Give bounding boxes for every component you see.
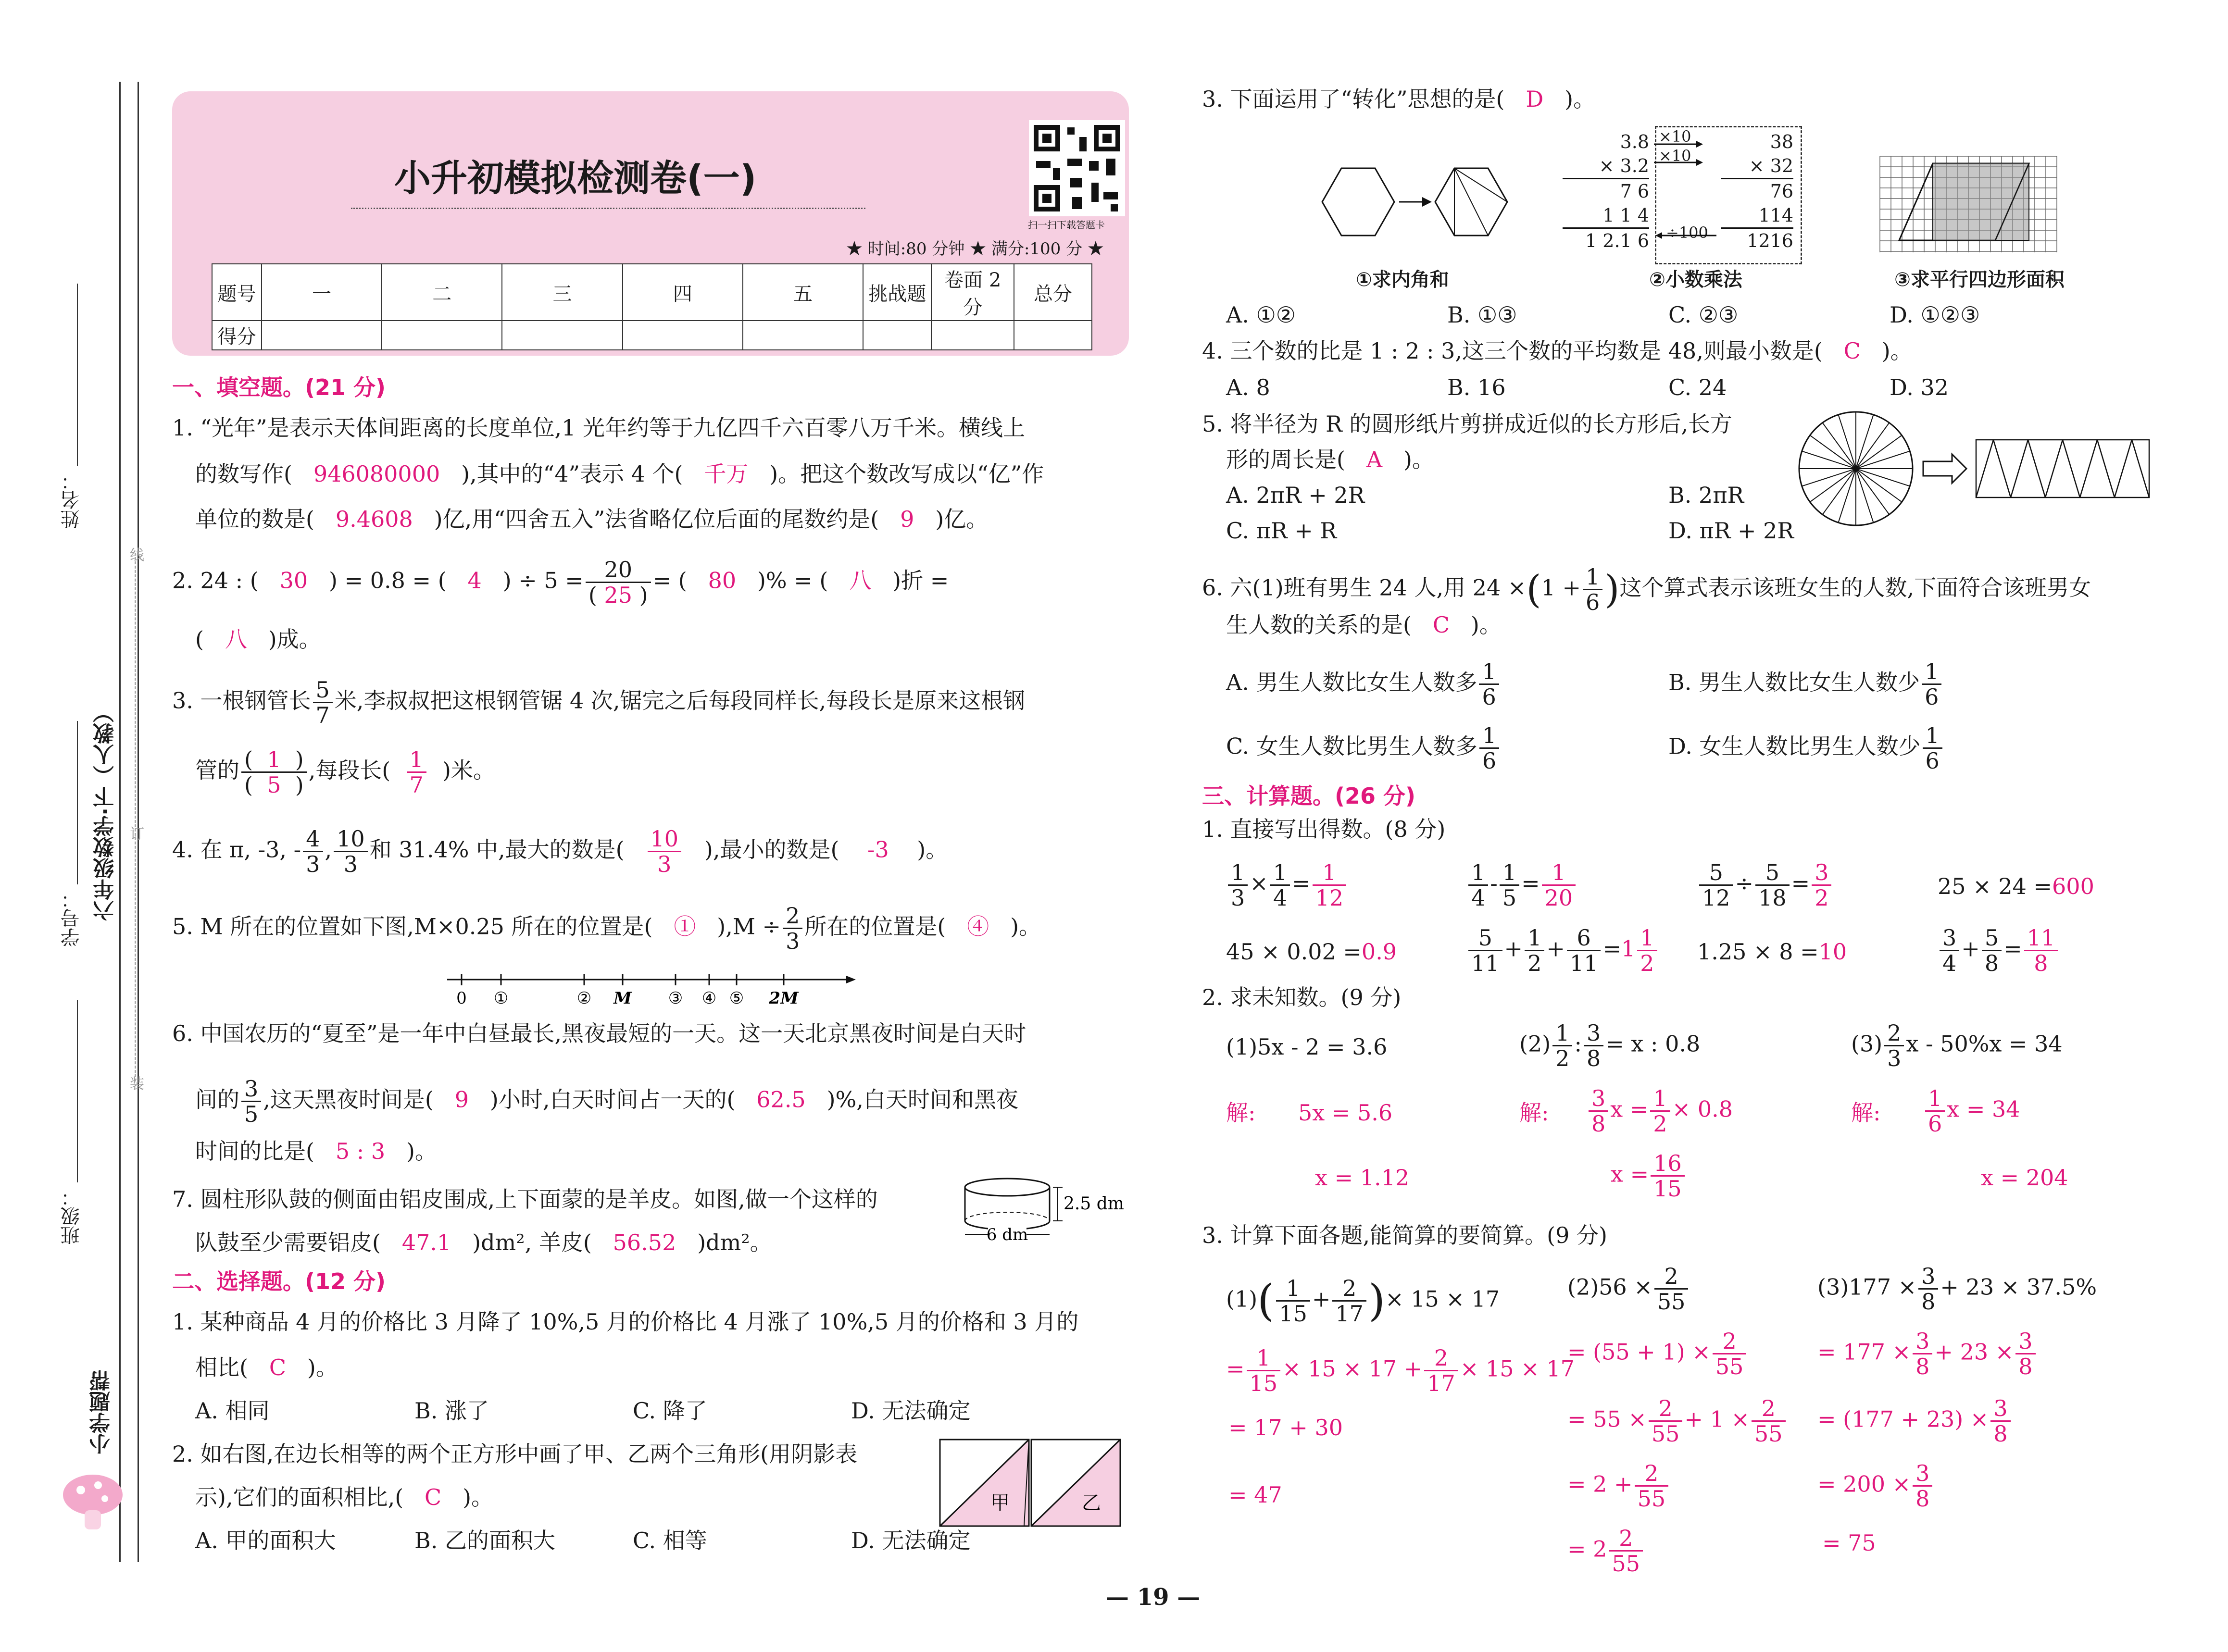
name-underline xyxy=(77,284,78,466)
simp1-step1: = $\frac{1}{15}$ × 15 × 17 + $\frac{2}{17}$ × 15 × 17 xyxy=(1226,1345,1575,1396)
r-q3-line: 3. 下面运用了“转化”思想的是( D )。 xyxy=(1202,86,1596,112)
calc-6: $\frac{5}{11}$ + $\frac{1}{2}$ + $\frac{6}{11}$ =1 $\frac{1}{2}$ xyxy=(1466,926,1659,975)
eq1-jie: 解: xyxy=(1226,1100,1256,1126)
cut-mark-1: 线 xyxy=(130,547,144,564)
calc-4: 25 × 24 =600 xyxy=(1938,873,2094,899)
calc-3: $\frac{5}{12}$ ÷ $\frac{5}{18}$ = $\frac{3}{2}$ xyxy=(1697,860,1833,910)
section2-title: 二、选择题。(12 分) xyxy=(172,1268,386,1294)
r-q3-option-c: C. ②③ xyxy=(1668,302,1739,328)
r-q6-line1: 6. 六(1)班有男生 24 人,用 24 ×(1 + $\frac{1}{6}$ )这个算式表示该班女生的人数,下面符合该班男女 xyxy=(1202,564,2091,615)
drum-height-label: 2.5 dm xyxy=(1064,1194,1124,1214)
q1-answer2: 千万 xyxy=(704,461,749,487)
r-q6-option-d: D. 女生人数比男生人数少 $\frac{1}{6}$ xyxy=(1668,723,1944,773)
s2q1-line2: 相比( C )。 xyxy=(195,1354,338,1380)
simp3-step3: = 200 × $\frac{3}{8}$ xyxy=(1817,1461,1934,1511)
mult-left: 3.8 × 3.2 7 6 1 1 4 1 2.1 6 xyxy=(1563,130,1649,253)
q7-line1: 7. 圆柱形队鼓的侧面由铝皮围成,上下面蒙的是羊皮。如图,做一个这样的 xyxy=(172,1186,878,1212)
nl-label-3: ③ xyxy=(668,989,683,1008)
mult-right: 38 × 32 76 114 1216 xyxy=(1721,130,1793,253)
calc-2: $\frac{1}{4}$ - $\frac{1}{5}$ = $\frac{1}{20}$ xyxy=(1466,860,1577,910)
nl-label-2m: 2M xyxy=(769,989,799,1008)
mult-mid-bottom: ÷100 xyxy=(1666,224,1708,242)
q1-answer1: 946080000 xyxy=(313,461,440,487)
qr-caption: 扫一扫下载答题卡 xyxy=(1028,219,1105,231)
s2q1-option-a: A. 相同 xyxy=(195,1398,270,1424)
r-q4-option-b: B. 16 xyxy=(1447,374,1506,400)
score-input[interactable] xyxy=(1014,321,1092,350)
simp3-step4: = 75 xyxy=(1822,1530,1876,1556)
two-squares-figure xyxy=(938,1437,1125,1528)
q6-line2: 间的 $\frac{3}{5}$ ,这天黑夜时间是( 9 )小时,白天时间占一天的( 62.5 )%,白天时间和黑夜 xyxy=(195,1076,1018,1127)
eq3: (3) $\frac{2}{3}$ x - 50%x = 34 xyxy=(1851,1020,2063,1071)
q6-line3: 时间的比是( 5 : 3 )。 xyxy=(195,1138,437,1164)
s3q2-title: 2. 求未知数。(9 分) xyxy=(1202,984,1402,1010)
section1-title: 一、填空题。(21 分) xyxy=(172,374,386,400)
parallelogram-grid xyxy=(1875,154,2067,260)
score-input[interactable] xyxy=(502,321,622,350)
r-q6-option-b: B. 男生人数比女生人数少 $\frac{1}{6}$ xyxy=(1668,659,1943,709)
mult-arrows xyxy=(1649,139,1721,245)
q4-answer1: $\frac{10}{3}$ xyxy=(648,827,682,876)
s2q2-line1: 2. 如右图,在边长相等的两个正方形中画了甲、乙两个三角形(用阴影表 xyxy=(172,1441,858,1467)
cell-2: 二 xyxy=(382,264,502,321)
simp1: (1)( $\frac{1}{15}$ + $\frac{2}{17}$ )× 15 × 17 xyxy=(1226,1275,1500,1327)
eq2-step1: $\frac{3}{8}$ x = $\frac{1}{2}$ × 0.8 xyxy=(1587,1086,1733,1136)
q5-line: 5. M 所在的位置如下图,M×0.25 所在的位置是( ① ),M ÷ $\frac{2}{3}$ 所在的位置是( ④ )。 xyxy=(172,903,1041,954)
score-row-values xyxy=(212,321,1092,350)
mult-mid-top: ×10 ×10 xyxy=(1659,127,1691,165)
r-q4-option-a: A. 8 xyxy=(1226,374,1270,400)
eq2-step2: x = $\frac{16}{15}$ xyxy=(1611,1151,1687,1201)
simp3: (3)177 × $\frac{3}{8}$ + 23 × 37.5% xyxy=(1817,1263,2097,1315)
q6-line1: 6. 中国农历的“夏至”是一年中白昼最长,黑夜最短的一天。这一天北京黑夜时间是白天时 xyxy=(172,1020,1026,1046)
cell-3: 三 xyxy=(502,264,622,321)
q7-line2: 队鼓至少需要铝皮( 47.1 )dm², 羊皮( 56.52 )dm²。 xyxy=(195,1230,772,1255)
figure1-caption: ①求内角和 xyxy=(1356,269,1449,291)
s2q1-option-b: B. 涨了 xyxy=(414,1398,489,1424)
r-q5-option-a: A. 2πR + 2R xyxy=(1226,482,1365,508)
class-underline xyxy=(77,1000,78,1182)
cell-challenge: 挑战题 xyxy=(863,264,931,321)
cell-label: 题号 xyxy=(212,264,262,321)
score-input[interactable] xyxy=(262,321,382,350)
r-q5-option-d: D. πR + 2R xyxy=(1668,518,1794,544)
q3-fraction: $\frac{5}{7}$ xyxy=(313,678,333,727)
time-info: ★ 时间:80 分钟 ★ 满分:100 分 ★ xyxy=(846,239,1104,259)
q3-line1: 3. 一根钢管长 $\frac{5}{7}$ 米,李叔叔把这根钢管锯 4 次,锯完之后每段同样长,每段长是原来这根钢 xyxy=(172,677,1026,728)
eq3-jie: 解: xyxy=(1851,1100,1881,1126)
q2-fraction: $\frac{20}{( 25 )}$ xyxy=(586,558,651,607)
simp2: (2)56 × $\frac{2}{55}$ xyxy=(1567,1264,1690,1314)
figure3-caption: ③求平行四边形面积 xyxy=(1894,269,2065,291)
cut-mark-2: 订 xyxy=(130,826,144,843)
q1-answer3: 9.4608 xyxy=(335,506,413,532)
score-table xyxy=(212,263,1092,350)
s2q1-option-c: C. 降了 xyxy=(633,1398,707,1424)
simp2-step3: = 2 + $\frac{2}{55}$ xyxy=(1567,1461,1670,1511)
cell-score-label: 得分 xyxy=(212,321,262,350)
triangle-jia-label: 甲 xyxy=(990,1492,1010,1514)
hexagon-figure xyxy=(1298,159,1510,245)
s2q1-line1: 1. 某种商品 4 月的价格比 3 月降了 10%,5 月的价格比 4 月涨了 10%,5 月的价格和 3 月的 xyxy=(172,1309,1079,1335)
name-label: 姓名： xyxy=(61,471,83,529)
q4-answer2: -3 xyxy=(867,836,889,863)
title-underline xyxy=(351,208,865,209)
score-input[interactable] xyxy=(623,321,743,350)
r-q6-option-c: C. 女生人数比男生人数多 $\frac{1}{6}$ xyxy=(1226,723,1501,773)
circle-to-rectangle-figure xyxy=(1793,409,2159,534)
q1-line3: 单位的数是( 9.4608 )亿,用“四舍五入”法省略亿位后面的尾数约是( 9 )亿。 xyxy=(195,506,989,532)
r-q5-option-c: C. πR + R xyxy=(1226,518,1337,544)
r-q5-line1: 5. 将半径为 R 的圆形纸片剪拼成近似的长方形后,长方 xyxy=(1202,411,1733,437)
q3-line2: 管的 $\frac{( 1 )}{( 5 )}$ ,每段长( $\frac{1}{7}$ )米。 xyxy=(195,746,495,798)
cell-1: 一 xyxy=(262,264,382,321)
score-row-header xyxy=(212,264,1092,321)
section3-title: 三、计算题。(26 分) xyxy=(1202,783,1416,809)
simp2-step2: = 55 × $\frac{2}{55}$ + 1 × $\frac{2}{55}$ xyxy=(1567,1396,1788,1446)
s2q2-line2: 示),它们的面积相比,( C )。 xyxy=(195,1484,494,1510)
r-q3-option-a: A. ①② xyxy=(1226,302,1296,328)
cut-dashed-line xyxy=(135,553,136,1081)
score-input[interactable] xyxy=(863,321,931,350)
drum-cylinder xyxy=(962,1173,1135,1245)
simp1-step3: = 47 xyxy=(1228,1482,1282,1508)
q1-line1: 1. “光年”是表示天体间距离的长度单位,1 光年约等于九亿四千六百零八万千米。横线上 xyxy=(172,415,1026,441)
triangle-yi-label: 乙 xyxy=(1082,1492,1101,1514)
eq2-jie: 解: xyxy=(1519,1100,1549,1126)
s2q2-option-d: D. 无法确定 xyxy=(851,1528,971,1553)
page-title: 小升初模拟检测卷(一) xyxy=(394,157,757,199)
s2q2-option-c: C. 相等 xyxy=(633,1528,707,1553)
number-line xyxy=(433,966,865,1009)
qr-code[interactable] xyxy=(1029,120,1125,216)
score-input[interactable] xyxy=(743,321,863,350)
student-no-underline xyxy=(77,721,78,884)
cell-5: 五 xyxy=(743,264,863,321)
cut-mark-3: 装 xyxy=(130,1076,144,1093)
student-no-label: 学号： xyxy=(61,889,83,947)
calc-8: $\frac{3}{4}$ + $\frac{5}{8}$ = $\frac{11}{8}$ xyxy=(1938,926,2060,975)
r-q4-option-c: C. 24 xyxy=(1668,374,1727,400)
r-q6-option-a: A. 男生人数比女生人数多 $\frac{1}{6}$ xyxy=(1226,659,1501,709)
simp1-step2: = 17 + 30 xyxy=(1228,1415,1343,1441)
r-q4-line: 4. 三个数的比是 1 : 2 : 3,这三个数的平均数是 48,则最小数是( C )。 xyxy=(1202,338,1913,364)
simp3-step2: = (177 + 23) × $\frac{3}{8}$ xyxy=(1817,1396,2013,1446)
r-q6-line2: 生人数的关系的是( C )。 xyxy=(1226,612,1502,638)
eq3-step1: $\frac{1}{6}$ x = 34 xyxy=(1923,1086,2020,1136)
r-q5-option-b: B. 2πR xyxy=(1668,482,1744,508)
nl-label-m: M xyxy=(613,989,632,1008)
r-q4-option-d: D. 32 xyxy=(1890,374,1949,400)
s3q3-title: 3. 计算下面各题,能简算的要简算。(9 分) xyxy=(1202,1222,1607,1248)
s3q1-title: 1. 直接写出得数。(8 分) xyxy=(1202,816,1446,842)
q2-line2: ( 八 )成。 xyxy=(195,626,321,652)
s2q1-option-d: D. 无法确定 xyxy=(851,1398,971,1424)
figure2-caption: ②小数乘法 xyxy=(1649,269,1742,291)
simp3-step1: = 177 × $\frac{3}{8}$ + 23 × $\frac{3}{8}$ xyxy=(1817,1329,2038,1379)
eq3-step2: x = 204 xyxy=(1981,1165,2068,1191)
nl-label-2: ② xyxy=(576,989,592,1008)
r-q3-option-d: D. ①②③ xyxy=(1890,302,1980,328)
nl-label-0: 0 xyxy=(456,989,467,1008)
r-q3-option-b: B. ①③ xyxy=(1447,302,1517,328)
nl-label-1: ① xyxy=(493,989,509,1008)
class-label: 班级： xyxy=(61,1187,83,1245)
calc-7: 1.25 × 8 =10 xyxy=(1697,939,1847,965)
q1-line2: 的数写作( 946080000 ),其中的“4”表示 4 个( 千万 )。把这个数改写成以“亿”作 xyxy=(195,461,1044,487)
simp2-step4: = 2 $\frac{2}{55}$ xyxy=(1567,1526,1645,1576)
drum-diameter-label: 6 dm xyxy=(986,1225,1028,1244)
cell-neatness: 卷面 2 分 xyxy=(931,264,1014,321)
page-number: — 19 — xyxy=(1106,1584,1201,1611)
cell-total: 总分 xyxy=(1014,264,1092,321)
brand-label: 小学题帮 xyxy=(89,1370,114,1454)
score-input[interactable] xyxy=(931,321,1014,350)
nl-label-5: ⑤ xyxy=(729,989,744,1008)
mushroom-logo xyxy=(57,1471,129,1533)
calc-5: 45 × 0.02 =0.9 xyxy=(1226,939,1397,965)
s2q2-option-b: B. 乙的面积大 xyxy=(414,1528,556,1553)
s2q2-option-a: A. 甲的面积大 xyxy=(195,1528,336,1553)
eq1-step1: 5x = 5.6 xyxy=(1298,1100,1393,1126)
q1-answer4: 9 xyxy=(900,506,914,532)
calc-1: $\frac{1}{3}$ × $\frac{1}{4}$ = $\frac{1}{12}$ xyxy=(1226,860,1348,910)
eq2: (2) $\frac{1}{2}$ : $\frac{3}{8}$ = x : 0.8 xyxy=(1519,1020,1701,1071)
eq1-step2: x = 1.12 xyxy=(1315,1165,1410,1191)
nl-label-4: ④ xyxy=(701,989,717,1008)
q4-line: 4. 在 π, -3, - $\frac{4}{3}$ , $\frac{10}{3}$ 和 31.4% 中,最大的数是( $\frac{10}{3}$ ),最小的数是( -3 )。 xyxy=(172,826,948,877)
cell-4: 四 xyxy=(623,264,743,321)
eq1: (1)5x - 2 = 3.6 xyxy=(1226,1034,1388,1060)
q2-line1: 2. 24 : ( 30 ) = 0.8 = ( 4 ) ÷ 5 = $\frac{20}{( 25 )}$ = ( 80 )% = ( 八 )折 = xyxy=(172,557,949,608)
r-q5-line2: 形的周长是( A )。 xyxy=(1226,447,1434,472)
simp2-step1: = (55 + 1) × $\frac{2}{55}$ xyxy=(1567,1329,1748,1379)
book-label: 六年级数学·下（人教） xyxy=(93,702,118,921)
score-input[interactable] xyxy=(382,321,502,350)
